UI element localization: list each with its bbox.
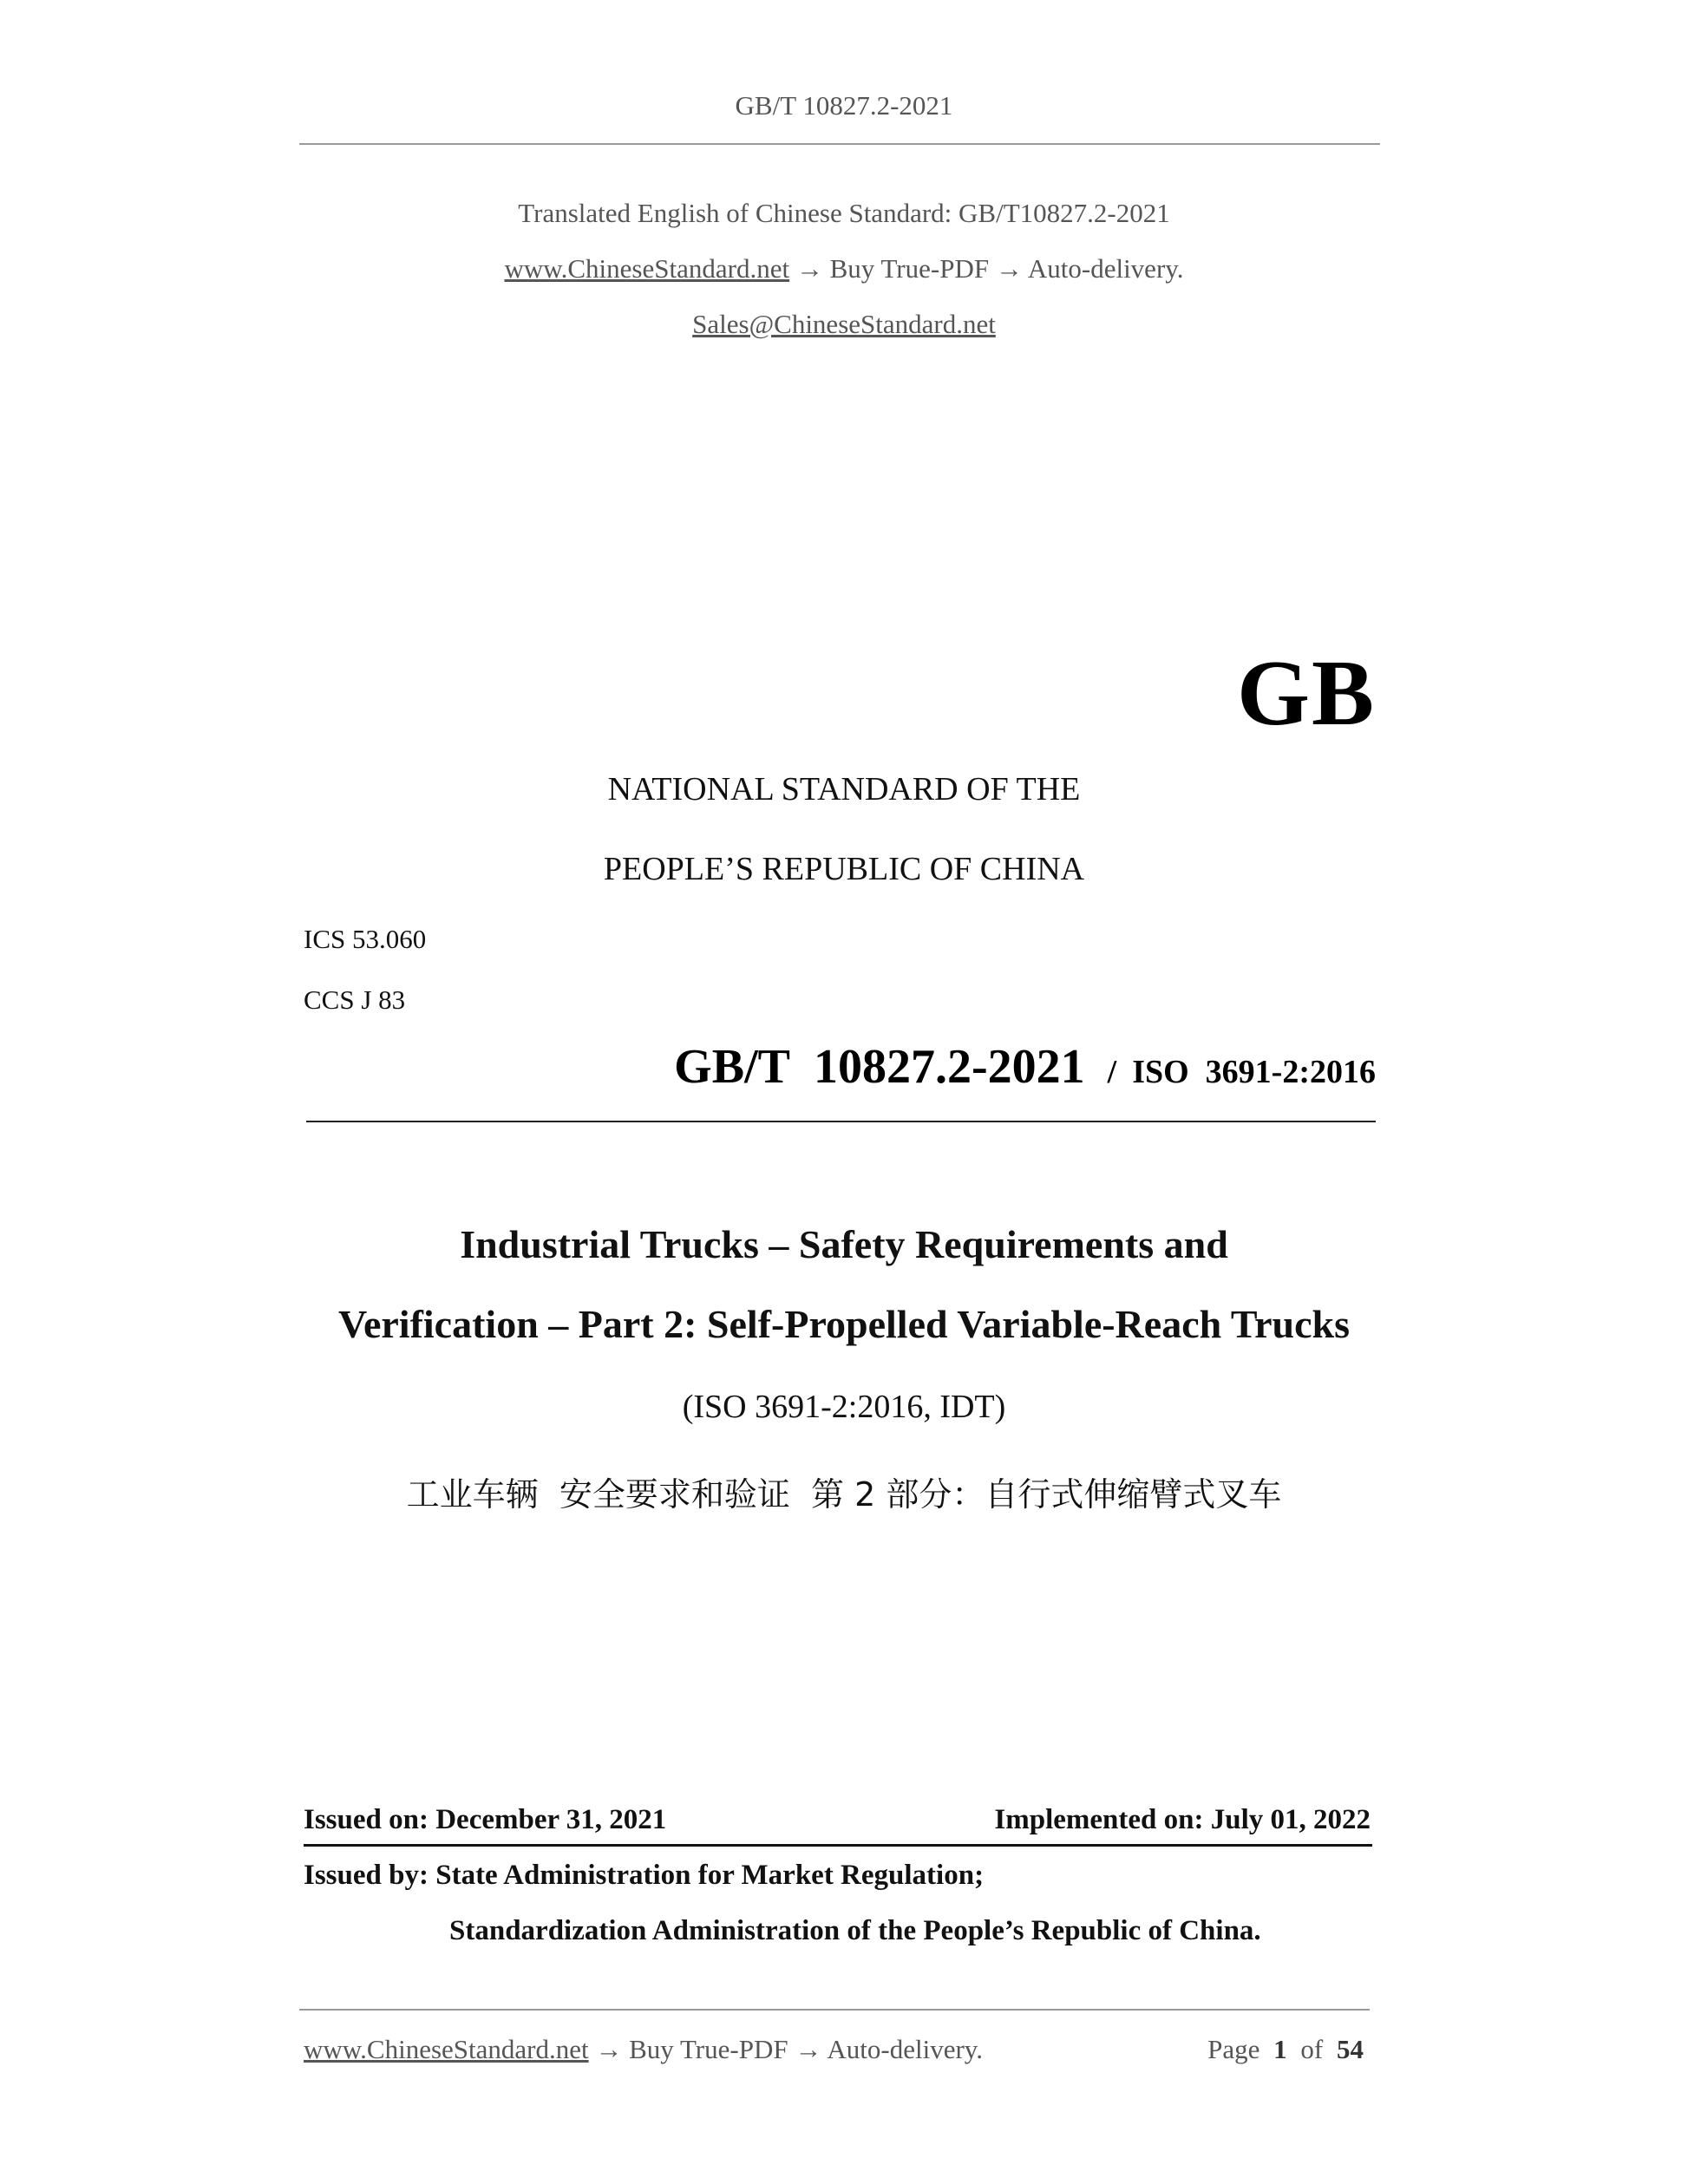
arrow-right-icon: → [995, 253, 1023, 284]
standard-number-rule [306, 1121, 1376, 1122]
iso-equivalence: (ISO 3691-2:2016, IDT) [682, 1389, 1006, 1425]
page-indicator [1207, 2034, 1364, 2065]
implemented-on: Implemented on: July 01, 2022 [994, 1804, 1371, 1835]
page-word: Page [1207, 2034, 1260, 2064]
site-link[interactable]: www.ChineseStandard.net [504, 253, 790, 284]
issued-by-line1: Issued by: State Administration for Market Regulation; [304, 1860, 985, 1891]
footer-purchase-line [304, 2034, 983, 2065]
arrow-right-icon: → [795, 253, 823, 284]
footer-divider [299, 2009, 1370, 2011]
issued-on: Issued on: December 31, 2021 [304, 1804, 667, 1835]
of-word: of [1300, 2034, 1324, 2064]
title-line1: Industrial Trucks – Safety Requirements and [460, 1222, 1228, 1266]
sales-email-line [0, 309, 1688, 340]
iso-number: ISO 3691-2:2016 [1132, 1054, 1376, 1090]
footer-site-link[interactable]: www.ChineseStandard.net [304, 2034, 589, 2064]
national-standard-line1: NATIONAL STANDARD OF THE [607, 771, 1081, 808]
footer-buy-text: Buy True-PDF [629, 2034, 788, 2064]
gb-number: GB/T 10827.2-2021 [674, 1040, 1085, 1094]
auto-delivery-text: Auto-delivery. [1027, 253, 1184, 284]
page-total: 54 [1337, 2034, 1364, 2064]
translation-notice: Translated English of Chinese Standard: GB/T10827.2-2021 [518, 198, 1170, 228]
buy-text: Buy True-PDF [829, 253, 990, 284]
ccs-code: CCS J 83 [304, 984, 406, 1015]
ics-code: ICS 53.060 [304, 924, 427, 954]
issue-date-rule [304, 1844, 1372, 1847]
number-separator: / [1107, 1054, 1117, 1090]
arrow-right-icon: → [795, 2034, 822, 2064]
issued-by-line2: Standardization Administration of the People’s Republic of China. [449, 1915, 1261, 1946]
purchase-line [0, 253, 1688, 284]
footer-auto-delivery-text: Auto-delivery. [827, 2034, 984, 2064]
header-divider [299, 143, 1380, 145]
sales-email-link[interactable]: Sales@ChineseStandard.net [692, 309, 996, 339]
national-standard-line2: PEOPLE’S REPUBLIC OF CHINA [603, 851, 1085, 887]
page-current: 1 [1273, 2034, 1287, 2064]
gb-logo: GB [1236, 642, 1376, 745]
arrow-right-icon: → [595, 2034, 623, 2064]
chinese-title: 工业车辆 安全要求和验证 第 2 部分：自行式伸缩臂式叉车 [406, 1475, 1282, 1514]
running-header: GB/T 10827.2-2021 [735, 90, 953, 121]
standard-number [674, 1039, 1376, 1095]
title-line2: Verification – Part 2: Self-Propelled Variable-Reach Trucks [337, 1302, 1351, 1346]
